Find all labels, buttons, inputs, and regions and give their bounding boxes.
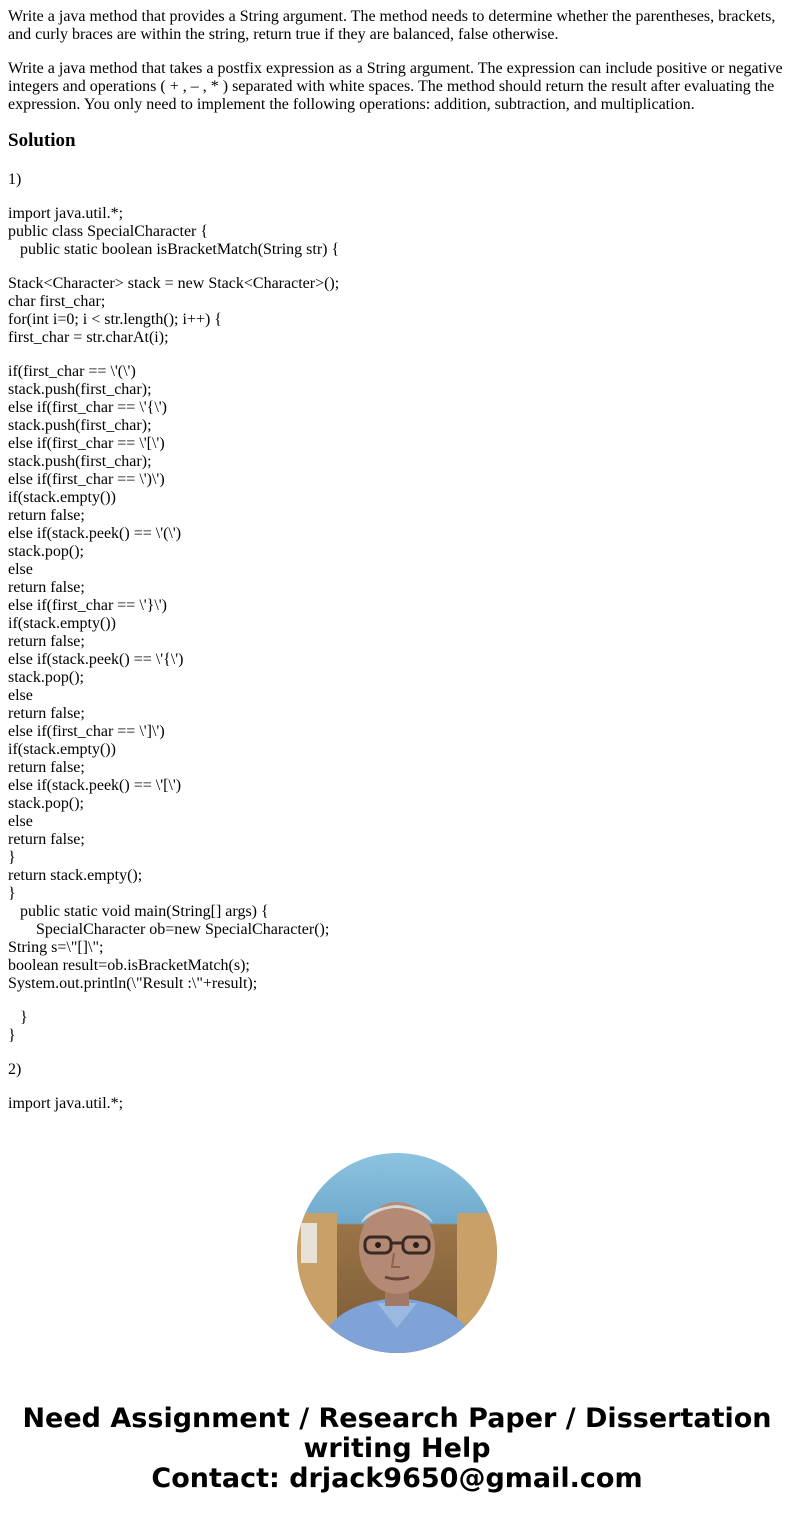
code-block-3	[8, 363, 788, 993]
document-body	[8, 8, 788, 1129]
code-line: else if(stack.peek() == \'{\')	[8, 651, 184, 668]
code-line: public class SpecialCharacter {	[8, 223, 209, 240]
code-line: else	[8, 813, 33, 830]
code-line: first_char = str.charAt(i);	[8, 329, 169, 346]
question-paragraph-1: Write a java method that provides a String argument. The method needs to determine whether the parentheses, brackets, and curly braces are within the string, return true if they are balanced, false otherwise.	[8, 8, 776, 43]
code-line: else	[8, 561, 33, 578]
code-line: stack.pop();	[8, 795, 84, 812]
code-line: else if(first_char == \'{\')	[8, 399, 167, 416]
code-line: else if(first_char == \'[\')	[8, 435, 165, 452]
code-line: public static boolean isBracketMatch(String str) {	[8, 241, 340, 258]
code-line: return false;	[8, 759, 85, 776]
code-line: stack.push(first_char);	[8, 453, 152, 470]
solution-heading: Solution	[8, 130, 76, 151]
code-line: }	[8, 849, 16, 866]
code-line: return stack.empty();	[8, 867, 143, 884]
footer-line-1: Need Assignment / Research Paper / Dissertation	[22, 1403, 772, 1434]
code-block-4	[8, 1009, 788, 1045]
code-line: import java.util.*;	[8, 205, 124, 222]
footer-line-2: writing Help	[303, 1433, 491, 1464]
code-line: }	[8, 885, 16, 902]
code-line: else if(first_char == \')\')	[8, 471, 165, 488]
code-line: }	[8, 1027, 16, 1044]
code-line: System.out.println(\"Result :\"+result);	[8, 975, 258, 992]
code-line: boolean result=ob.isBracketMatch(s);	[8, 957, 250, 974]
code-line: for(int i=0; i < str.length(); i++) {	[8, 311, 222, 328]
part-1-label: 1)	[8, 171, 22, 188]
code-line: if(first_char == \'(\')	[8, 363, 136, 380]
code-line: import java.util.*;	[8, 1095, 124, 1112]
code-line: stack.pop();	[8, 543, 84, 560]
part-2-label: 2)	[8, 1061, 22, 1078]
code-line: else if(stack.peek() == \'(\')	[8, 525, 182, 542]
footer-advertisement	[0, 1404, 794, 1494]
code-line: public static void main(String[] args) {	[8, 903, 269, 920]
code-line: else if(first_char == \'}\')	[8, 597, 167, 614]
code-line: return false;	[8, 705, 85, 722]
code-line: if(stack.empty())	[8, 615, 116, 632]
code-line: if(stack.empty())	[8, 489, 116, 506]
code-line: stack.push(first_char);	[8, 381, 152, 398]
code-block-5	[8, 1095, 788, 1113]
code-line: else	[8, 687, 33, 704]
author-portrait-icon	[297, 1153, 497, 1353]
code-block-2	[8, 275, 788, 347]
code-line: return false;	[8, 831, 85, 848]
code-line: stack.push(first_char);	[8, 417, 152, 434]
question-paragraph-2: Write a java method that takes a postfix expression as a String argument. The expression can include positive or negative integers and operations ( + , – , * ) separated with white spaces. The method should return the result after evaluating the expression. You only need to implement the following operations: addition, subtraction, and multiplication.	[8, 60, 783, 113]
footer-line-3: Contact: drjack9650@gmail.com	[151, 1463, 643, 1494]
code-line: SpecialCharacter ob=new SpecialCharacter();	[8, 921, 330, 938]
code-line: return false;	[8, 507, 85, 524]
code-line: else if(first_char == \']\')	[8, 723, 165, 740]
code-line: }	[8, 1009, 28, 1026]
code-line: String s=\"[]\";	[8, 939, 104, 956]
code-line: stack.pop();	[8, 669, 84, 686]
code-line: return false;	[8, 579, 85, 596]
code-block-1	[8, 205, 788, 259]
code-line: if(stack.empty())	[8, 741, 116, 758]
code-line: char first_char;	[8, 293, 106, 310]
code-line: return false;	[8, 633, 85, 650]
code-line: else if(stack.peek() == \'[\')	[8, 777, 182, 794]
code-line: Stack<Character> stack = new Stack<Character>();	[8, 275, 340, 292]
